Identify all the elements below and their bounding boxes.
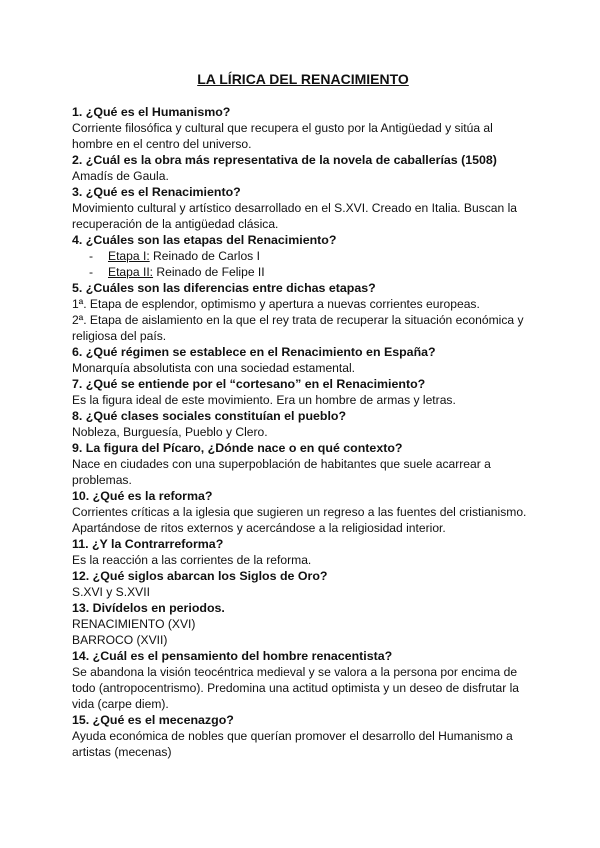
question-list <box>72 104 534 760</box>
question-block <box>72 408 534 440</box>
question-block <box>72 280 534 344</box>
question-text: 4. ¿Cuáles son las etapas del Renacimiento? <box>72 233 337 247</box>
list-dash: - <box>89 265 94 279</box>
question-block <box>72 648 534 712</box>
question-block <box>72 568 534 600</box>
question-text: 10. ¿Qué es la reforma? <box>72 489 213 503</box>
answer-text: Es la figura ideal de este movimiento. Era un hombre de armas y letras. <box>72 393 456 407</box>
question-block <box>72 152 534 184</box>
answer-text: RENACIMIENTO (XVI) <box>72 617 196 631</box>
stages-list <box>72 248 534 280</box>
answer-text: Amadís de Gaula. <box>72 169 169 183</box>
document-title: LA LÍRICA DEL RENACIMIENTO <box>197 71 409 87</box>
list-item-label: Etapa II: <box>108 265 154 279</box>
question-text: 7. ¿Qué se entiende por el “cortesano” en el Renacimiento? <box>72 377 426 391</box>
answer-text: Corriente filosófica y cultural que recupera el gusto por la Antigüedad y sitúa al hombre en el centro del universo. <box>72 121 493 151</box>
answer-text: Ayuda económica de nobles que querían promover el desarrollo del Humanismo a artistas (mecenas) <box>72 729 513 759</box>
question-text: 15. ¿Qué es el mecenazgo? <box>72 713 234 727</box>
question-block <box>72 440 534 488</box>
question-block <box>72 344 534 376</box>
question-block <box>72 376 534 408</box>
list-dash: - <box>89 249 94 263</box>
answer-text: Nace en ciudades con una superpoblación de habitantes que suele acarrear a problemas. <box>72 457 491 487</box>
answer-text: Es la reacción a las corrientes de la reforma. <box>72 553 312 567</box>
question-text: 13. Divídelos en periodos. <box>72 601 225 615</box>
question-block <box>72 104 534 152</box>
question-block <box>72 712 534 760</box>
question-text: 12. ¿Qué siglos abarcan los Siglos de Oro? <box>72 569 328 583</box>
list-item <box>89 264 534 280</box>
question-text: 3. ¿Qué es el Renacimiento? <box>72 185 241 199</box>
list-item <box>89 248 534 264</box>
question-text: 9. La figura del Pícaro, ¿Dónde nace o en qué contexto? <box>72 441 403 455</box>
question-text: 2. ¿Cuál es la obra más representativa de la novela de caballerías (1508) <box>72 153 497 167</box>
list-item-label: Etapa I: <box>108 249 150 263</box>
question-text: 14. ¿Cuál es el pensamiento del hombre renacentista? <box>72 649 393 663</box>
question-text: 5. ¿Cuáles son las diferencias entre dichas etapas? <box>72 281 376 295</box>
question-block <box>72 232 534 280</box>
answer-text: Se abandona la visión teocéntrica medieval y se valora a la persona por encima de todo (antropocentrismo). Predomina una actitud optimista y un deseo de disfrutar la vida (carpe diem). <box>72 665 520 711</box>
answer-text: Monarquía absolutista con una sociedad estamental. <box>72 361 356 375</box>
question-block <box>72 536 534 568</box>
answer-text: Nobleza, Burguesía, Pueblo y Clero. <box>72 425 268 439</box>
question-text: 1. ¿Qué es el Humanismo? <box>72 105 231 119</box>
answer-text: BARROCO (XVII) <box>72 633 168 647</box>
answer-text: Corrientes críticas a la iglesia que sugieren un regreso a las fuentes del cristianismo. Apartándose de ritos externos y acercándose a la religiosidad interior. <box>72 505 527 535</box>
list-item-text: Reinado de Carlos I <box>149 249 260 263</box>
answer-text: S.XVI y S.XVII <box>72 585 150 599</box>
question-block <box>72 184 534 232</box>
answer-text: 1ª. Etapa de esplendor, optimismo y apertura a nuevas corrientes europeas. <box>72 297 480 311</box>
question-text: 11. ¿Y la Contrarreforma? <box>72 537 224 551</box>
answer-text: Movimiento cultural y artístico desarrollado en el S.XVI. Creado en Italia. Buscan la recuperación de la antigüedad clásica. <box>72 201 518 231</box>
question-text: 8. ¿Qué clases sociales constituían el pueblo? <box>72 409 347 423</box>
answer-text: 2ª. Etapa de aislamiento en la que el rey trata de recuperar la situación económica y religiosa del país. <box>72 313 524 343</box>
list-item-text: Reinado de Felipe II <box>153 265 265 279</box>
question-text: 6. ¿Qué régimen se establece en el Renacimiento en España? <box>72 345 436 359</box>
question-block <box>72 488 534 536</box>
question-block <box>72 600 534 648</box>
